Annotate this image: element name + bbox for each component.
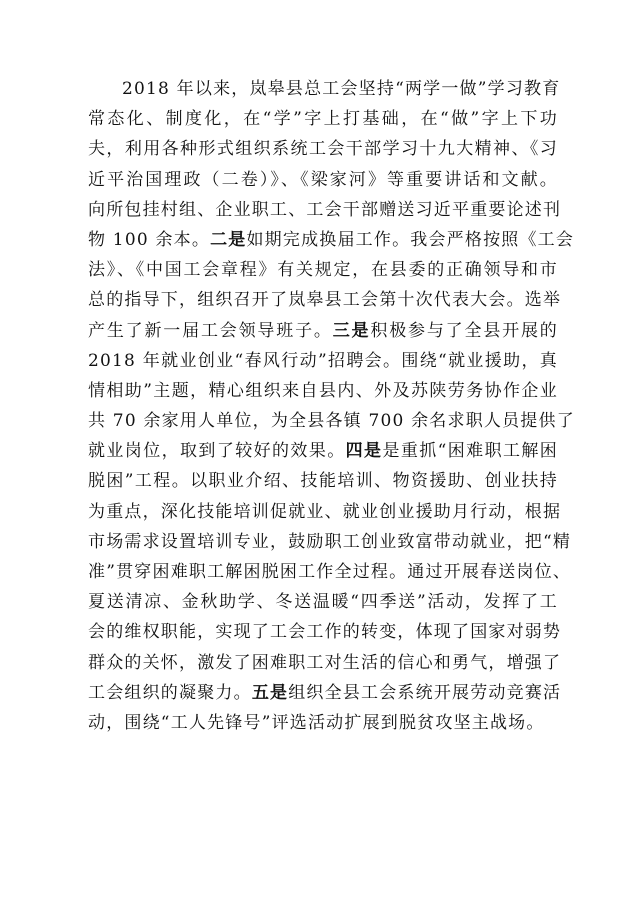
text-line	[88, 466, 558, 496]
text-line	[88, 225, 575, 255]
text-line	[88, 617, 562, 647]
text-segment: 产生了新一届工会领导班子。	[88, 320, 333, 341]
text-line	[88, 134, 558, 164]
text-segment: 常态化、制度化，在“学”字上打基础，在“做”字上下功	[88, 109, 558, 130]
text-line	[88, 497, 562, 527]
text-segment: 就业岗位，取到了较好的效果。	[88, 441, 346, 462]
text-segment: 总的指导下，组织召开了岚皋县工会第十次代表大会。选举	[88, 290, 562, 311]
text-line	[88, 557, 572, 587]
text-segment: 情相助”主题，精心组织来自县内、外及苏陕劳务协作企业	[88, 380, 558, 401]
text-line	[88, 648, 562, 678]
text-segment: 是重抓“困难职工解困	[382, 441, 558, 462]
text-segment: 夫，利用各种形式组织系统工会干部学习十九大精神、《习	[88, 139, 558, 160]
text-line	[88, 195, 562, 225]
text-segment: 会的维权职能，实现了工会工作的转变，体现了国家对弱势	[88, 622, 562, 643]
text-line	[88, 708, 558, 738]
text-line	[88, 406, 575, 436]
text-line	[88, 527, 572, 557]
bold-keyword: 二是	[210, 229, 247, 250]
bold-keyword: 四是	[345, 441, 383, 462]
text-line	[88, 436, 558, 466]
text-segment: 2018 年就业创业“春风行动”招聘会。围绕“就业援助，真	[88, 350, 558, 371]
text-segment: 为重点，深化技能培训促就业、就业创业援助月行动，根据	[88, 501, 562, 522]
text-line	[88, 74, 561, 104]
text-segment: 组织全县工会系统开展劳动竞赛活	[288, 682, 562, 703]
text-line	[88, 316, 558, 346]
text-segment: 共 70 余家用人单位，为全县各镇 700 余名求职人员提供了	[88, 411, 575, 432]
text-segment: 法》、《中国工会章程》有关规定，在县委的正确领导和市	[88, 260, 558, 281]
text-line	[88, 346, 558, 376]
text-line	[88, 285, 562, 315]
text-segment: 群众的关怀，激发了困难职工对生活的信心和勇气，增强了	[88, 652, 562, 673]
text-segment: 工会组织的凝聚力。	[88, 682, 252, 703]
text-segment: 2018 年以来，岚皋县总工会坚持“两学一做”学习教育	[122, 79, 561, 99]
text-segment: 近平治国理政（二卷）》、《梁家河》等重要讲话和文献。	[88, 169, 558, 190]
text-segment: 夏送清凉、金秋助学、冬送温暖“四季送”活动，发挥了工	[88, 592, 558, 613]
text-line	[88, 104, 558, 134]
bold-keyword: 三是	[332, 320, 371, 341]
text-segment: 市场需求设置培训专业，鼓励职工创业致富带动就业，把“精	[88, 531, 572, 552]
text-segment: 脱困”工程。以职业介绍、技能培训、物资援助、创业扶持	[88, 471, 558, 492]
text-segment: 动，围绕“工人先锋号”评选活动扩展到脱贫攻坚主战场。	[88, 712, 545, 733]
body-paragraph	[88, 74, 575, 738]
text-segment: 准”贯穿困难职工解困脱困工作全过程。通过开展春送岗位、	[88, 562, 572, 582]
text-segment: 如期完成换届工作。我会严格按照《工会	[246, 229, 575, 250]
text-line	[88, 376, 558, 406]
text-line	[88, 587, 558, 617]
text-segment: 积极参与了全县开展的	[370, 320, 558, 341]
text-segment: 向所包挂村组、企业职工、工会干部赠送习近平重要论述刊	[88, 199, 562, 220]
bold-keyword: 五是	[251, 682, 289, 703]
text-line	[88, 165, 558, 195]
text-line	[88, 255, 558, 285]
text-line	[88, 678, 562, 708]
text-segment: 物 100 余本。	[88, 229, 211, 250]
